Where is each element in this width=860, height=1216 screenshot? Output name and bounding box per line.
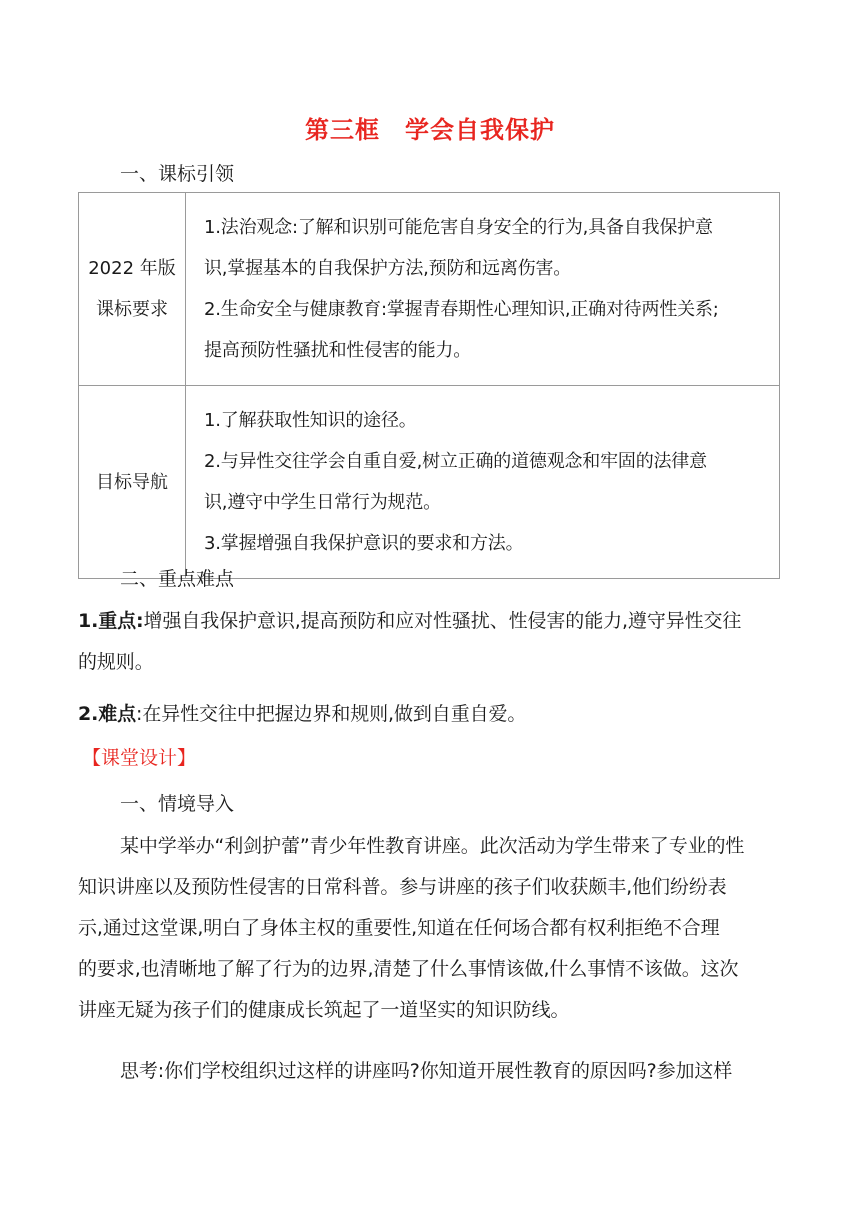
key-point-paragraph bbox=[78, 601, 780, 683]
key-point-text: 增强自我保护意识,提高预防和应对性骚扰、性侵害的能力,遵守异性交往 bbox=[143, 610, 742, 632]
scenario-line: 示,通过这堂课,明白了身体主权的重要性,知道在任何场合都有权利拒绝不合理 bbox=[78, 917, 720, 939]
difficult-point-label: 2.难点 bbox=[78, 703, 137, 725]
row-content-curriculum bbox=[186, 193, 780, 386]
content-line: 1.法治观念:了解和识别可能危害自身安全的行为,具备自我保护意 bbox=[204, 217, 713, 238]
difficult-point-text: :在异性交往中把握边界和规则,做到自重自爱。 bbox=[136, 703, 527, 725]
content-line: 3.掌握增强自我保护意识的要求和方法。 bbox=[204, 533, 524, 554]
page-title: 第三框 学会自我保护 bbox=[305, 116, 555, 144]
scenario-line: 的要求,也清晰地了解了行为的边界,清楚了什么事情该做,什么事情不该做。这次 bbox=[78, 958, 739, 980]
difficult-point-paragraph bbox=[78, 694, 780, 735]
row-label-goals: 目标导航 bbox=[79, 386, 186, 579]
scenario-line: 某中学举办“利剑护蕾”青少年性教育讲座。此次活动为学生带来了专业的性 bbox=[120, 835, 745, 857]
content-line: 2.与异性交往学会自重自爱,树立正确的道德观念和牢固的法律意 bbox=[204, 451, 707, 472]
row-label-curriculum bbox=[79, 193, 186, 386]
think-paragraph bbox=[78, 1051, 780, 1092]
content-line: 2.生命安全与健康教育:掌握青春期性心理知识,正确对待两性关系; bbox=[204, 299, 719, 320]
label-line: 2022 年版 bbox=[88, 258, 176, 279]
classroom-design-heading: 【课堂设计】 bbox=[82, 747, 197, 769]
content-line: 识,遵守中学生日常行为规范。 bbox=[204, 492, 441, 513]
content-line: 1.了解获取性知识的途径。 bbox=[204, 410, 417, 431]
table-row bbox=[79, 386, 780, 579]
scenario-paragraph bbox=[78, 826, 780, 1031]
scenario-line: 知识讲座以及预防性侵害的日常科普。参与讲座的孩子们收获颇丰,他们纷纷表 bbox=[78, 876, 727, 898]
standards-table bbox=[78, 192, 780, 579]
table-row bbox=[79, 193, 780, 386]
label-line: 课标要求 bbox=[96, 299, 168, 320]
section-heading-standards: 一、课标引领 bbox=[120, 163, 235, 185]
scenario-line: 讲座无疑为孩子们的健康成长筑起了一道坚实的知识防线。 bbox=[78, 999, 570, 1021]
section-heading-scenario: 一、情境导入 bbox=[120, 793, 235, 815]
key-point-label: 1.重点: bbox=[78, 610, 144, 632]
content-line: 提高预防性骚扰和性侵害的能力。 bbox=[204, 340, 471, 361]
section-heading-key-points: 二、重点难点 bbox=[120, 568, 235, 590]
content-line: 识,掌握基本的自我保护方法,预防和远离伤害。 bbox=[204, 258, 572, 279]
key-point-text-cont: 的规则。 bbox=[78, 651, 154, 673]
think-line: 思考:你们学校组织过这样的讲座吗?你知道开展性教育的原因吗?参加这样 bbox=[120, 1060, 733, 1082]
row-content-goals bbox=[186, 386, 780, 579]
